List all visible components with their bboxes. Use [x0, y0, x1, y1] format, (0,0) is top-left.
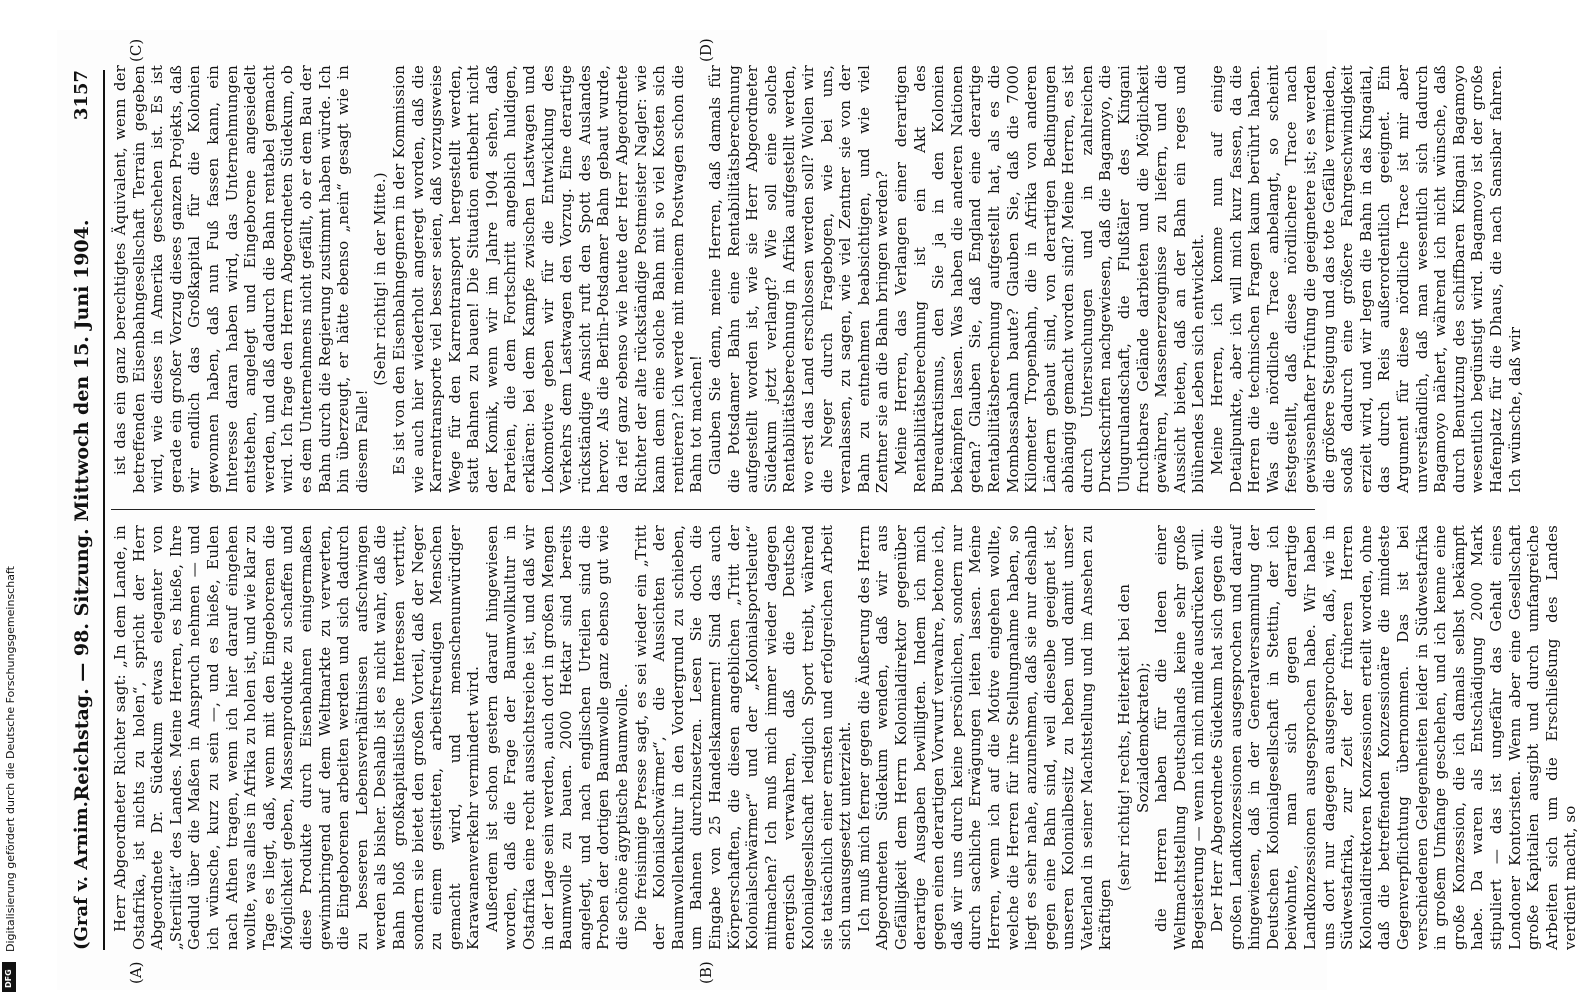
paragraph: Glauben Sie denn, meine Herren, daß damals für die Potsdamer Bahn eine Rentabilitätsberechnung aufgestellt worden ist, wie sie Herr Abgeordneter Südekum jetzt verlangt? Wie soll eine solche Rentabilitätsberechnung in Afrika aufgestellt werden, wo erst das Land erschlossen werden soll? Wollen wir die Neger durch Fragebogen, wie bei uns, veranlassen, zu sagen, wie viel Zentner sie von der Bahn zu entnehmen beabsichtigen, und wie viel Zentner sie an die Bahn bringen werden? — [706, 65, 892, 493]
paragraph: Der Herr Abgeordnete Südekum hat sich gegen die großen Landkonzessionen ausgesprochen und darauf hingewiesen, daß in der Generalversammlung der Deutschen Kolonialgesellschaft in Stettin, der ich beiwohnte, man sich gegen derartige Landkonzessionen ausgesprochen habe. Wir haben uns dort nur dagegen ausgesprochen, daß, wie in Südwestafrika, zur Zeit der früheren Herren Kolonialdirektoren Konzessionen erteilt worden, ohne daß die betreffenden Konzessionäre die mindeste Gegenverpflichtung übernommen. Das ist bei verschiedenen Gelegenheiten leider in Südwestafrika in großem Umfange geschehen, und ich kenne eine große Konzession, die ich damals selbst bekämpft habe. Da waren als Entschädigung 2000 Mark stipuliert — das ist ungefähr das Gehalt eines Londoner Kontoristen. Wenn aber eine Gesellschaft große Kapitalien ausgibt und durch umfangreiche Arbeiten sich um die Erschließung des Landes verdient macht, so — [1208, 525, 1580, 950]
dfg-logo-text: DFG — [4, 969, 13, 988]
paragraph: Die freisinnige Presse sagt, es sei wieder ein „Tritt der Kolonialschwärmer“, die Aussichten der Baumwollenkultur in den Vordergrund zu schieben, um Bahnen durchzusetzen. Lesen Sie doch die Eingabe von 25 Handelskammern! Sind das auch Körperschaften, die diesen angeblichen „Tritt der Kolonialschwärmer“ und der „Kolonialsportsleute“ mitmachen? Ich muß mich immer wieder dagegen energisch verwahren, daß die Deutsche Kolonialgesellschaft lediglich Sport treibt, während sie tatsächlich einer ernsten und erfolgreichen Arbeit sich unausgesetzt unterzieht. — [631, 525, 855, 950]
paragraph: (sehr richtig! rechts, Heiterkeit bei den Sozialdemokraten); — [1115, 583, 1152, 892]
margin-mark-c: (C) — [127, 38, 145, 62]
credit-text: Digitalisierung gefördert durch die Deutsche Forschungsgemeinschaft — [4, 566, 17, 952]
margin-mark-a: (A) — [127, 961, 145, 984]
page-header — [67, 70, 101, 950]
margin-mark-d: (D) — [697, 38, 715, 62]
paragraph: Meine Herren, das Verlangen einer derartigen Rentabilitätsberechnung ist ein Akt des Bureaukratismus, den Sie ja in den Kolonien bekämpfen lassen. Was haben die anderen Nationen getan? Glauben Sie, daß England eine derartige Rentabilitätsberechnung aufgestellt hat, als es die Mombassabahn baute? Glauben Sie, daß die 7000 Kilometer Tropenbahn, die in Afrika von anderen Ländern gebaut sind, von derartigen Bedingungen abhängig gemacht worden sind? Meine Herren, es ist durch Untersuchungen und in zahlreichen Druckschriften nachgewiesen, daß die Bagamoyo, die Ulugurulandschaft, die Flußtäler des Kingani fruchtbares Gelände darbieten und die Möglichkeit gewähren, Massenerzeugnisse zu liefern, und die Aussicht bieten, daß an der Bahn ein reges und blühendes Leben sich entwickelt. — [891, 65, 1208, 493]
right-text-column — [111, 65, 1524, 493]
scanned-page — [57, 30, 1580, 990]
paragraph: die Herren haben für die Ideen einer Weltmachtstellung Deutschlands keine sehr große Begeisterung — wenn ich mich milde ausdrücken will. — [1152, 525, 1208, 950]
paragraph: Außerdem ist schon gestern darauf hingewiesen worden, daß die Frage der Baumwollkultur in Ostafrika eine recht aussichtsreiche ist, und daß wir in der Lage sein werden, auch dort in großen Mengen Baumwolle zu bauen. 2000 Hektar sind bereits angelegt, und nach englischen Urteilen sind die Proben der dortigen Baumwolle ganz ebenso gut wie die schöne ägyptische Baumwolle. — [482, 525, 632, 950]
column-divider — [111, 509, 1315, 510]
header-left-label: (Graf v. Arnim.) — [71, 792, 92, 950]
margin-mark-b: (B) — [697, 961, 715, 984]
paragraph: Meine Herren, ich komme nun auf einige Detailpunkte, aber ich will mich kurz fassen, da die Herren die technischen Fragen kaum berührt haben. Was die nördliche Trace anbelangt, so scheint festgestellt, daß diese nördlichere Trace nach gewissenhafter Prüfung die geeignetere ist; es werden die größere Steigung und das tote Gefälle vermieden, sodaß dadurch eine größere Fahrgeschwindigkeit erzielt wird, und wir legen die Bahn in das Kingaital, das durch Reis außerordentlich geeignet. Ein Argument für diese nördliche Trace ist mir aber unverständlich, daß man wesentlich sich dadurch Bagamoyo nähert, während ich nicht wünsche, daß durch Benutzung des schiffbaren Kingani Bagamoyo wesentlich begünstigt wird. Bagamoyo ist der große Hafenplatz für die Dhaus, die nach Sansibar fahren. Ich wünsche, daß wir — [1208, 65, 1524, 493]
paragraph: ist das ein ganz berechtigtes Äquivalent, wenn der betreffenden Eisenbahngesellschaft Terrain gegeben wird, wie dieses in Amerika geschehen ist. Es ist gerade ein großer Vorzug dieses ganzen Projekts, daß wir endlich das Großkapital für die Kolonien gewonnen haben, daß nun Fuß fassen kann, ein Interesse daran haben wird, das Unternehmungen entstehen, angelegt und Eingeborene angesiedelt werden, und daß dadurch die Bahn rentabel gemacht wird. Ich frage den Herrn Abgeordneten Südekum, ob es dem Unternehmens nicht gefällt, ob er dem Bau der Bahn durch die Regierung zustimmt haben würde. Ich bin überzeugt, er hätte ebenso „nein“ gesagt wie in diesem Falle! — [111, 65, 371, 493]
left-text-column — [111, 525, 1580, 950]
page-title: Reichstag. — 98. Sitzung. Mittwoch den 15. Juni 1904. — [71, 219, 93, 801]
dfg-logo — [2, 962, 16, 992]
page-number: 3157 — [71, 70, 92, 121]
paragraph: Herr Abgeordneter Richter sagt: „In dem Lande, in Ostafrika, ist nichts zu holen“, spricht der Herr Abgeordnete Dr. Südekum etwas eleganter von „Sterilität“ des Landes. Meine Herren, es hieße, Ihre Geduld über die Maßen in Anspruch nehmen — und ich wünsche, kurz zu sein —, und es hieße, Eulen nach Athen tragen, wenn ich hier darauf eingehen wollte, was alles in Afrika zu holen ist, und wie klar zu Tage es liegt, daß, wenn mit den Eingeborenen die Möglichkeit geben, Massenprodukte zu schaffen und diese Produkte durch Eisenbahnen einigermaßen gewinnbringend auf dem Weltmarkte zu verwerten, die Eingeborenen arbeiten werden und sich dadurch zu besseren Lebensverhältnissen aufschwingen werden als bisher. Deshalb ist es nicht wahr, daß die Bahn bloß großkapitalistische Interessen vertritt, sondern sie bietet den großen Vorteil, daß der Neger zu einem gesitteten, arbeitsfreudigen Menschen gemacht wird, und menschenunwürdiger Karawanenverkehr vermindert wird. — [111, 525, 483, 950]
digitization-credit — [4, 12, 18, 988]
paragraph: Ich muß mich ferner gegen die Äußerung des Herrn Abgeordneten Südekum wenden, daß wir aus Gefälligkeit dem Herrn Kolonialdirektor gegenüber derartige Ausgaben bewilligten. Indem ich mich gegen einen derartigen Vorwurf verwahre, betone ich, daß wir uns durch keine persönlichen, sondern nur durch sachliche Erwägungen leiten lassen. Meine Herren, wenn ich auf die Motive eingehen wollte, welche die Herren für ihre Stellungnahme haben, so liegt es sehr nahe, anzunehmen, daß sie nur deshalb gegen eine Bahn sind, weil dieselbe geeignet ist, unseren Kolonialbesitz zu heben und damit unser Vaterland in seiner Machtstellung und im Ansehen zu kräftigen — [854, 525, 1115, 950]
paragraph: Es ist von den Eisenbahngegnern in der Kommission wie auch hier wiederholt angeregt worden, daß die Karrentransporte viel besser seien, daß vorzugsweise Wege für den Karrentransport hergestellt werden, statt Bahnen zu bauen! Die Situation entbehrt nicht der Komik, wenn wir im Jahre 1904 sehen, daß Parteien, die dem Fortschritt angeblich huldigen, erklären: bei dem Kampfe zwischen Lastwagen und Lokomotive geben wir für die Entwicklung des Verkehrs dem Lastwagen den Vorzug. Eine derartige rückständige Ansicht ruft den Spott des Auslandes hervor. Als die Berlin-Potsdamer Bahn gebaut wurde, da rief ganz ebenso wie heute der Herr Abgeordnete Richter der alte rückständige Postmeister Nagler: wie kann denn eine solche Bahn mit so viel Kosten sich rentieren? ich werde mit meinem Postwagen schon die Bahn tot machen! — [389, 65, 706, 493]
header-rule — [103, 70, 105, 950]
paragraph: (Sehr richtig! in der Mitte.) — [371, 172, 390, 386]
